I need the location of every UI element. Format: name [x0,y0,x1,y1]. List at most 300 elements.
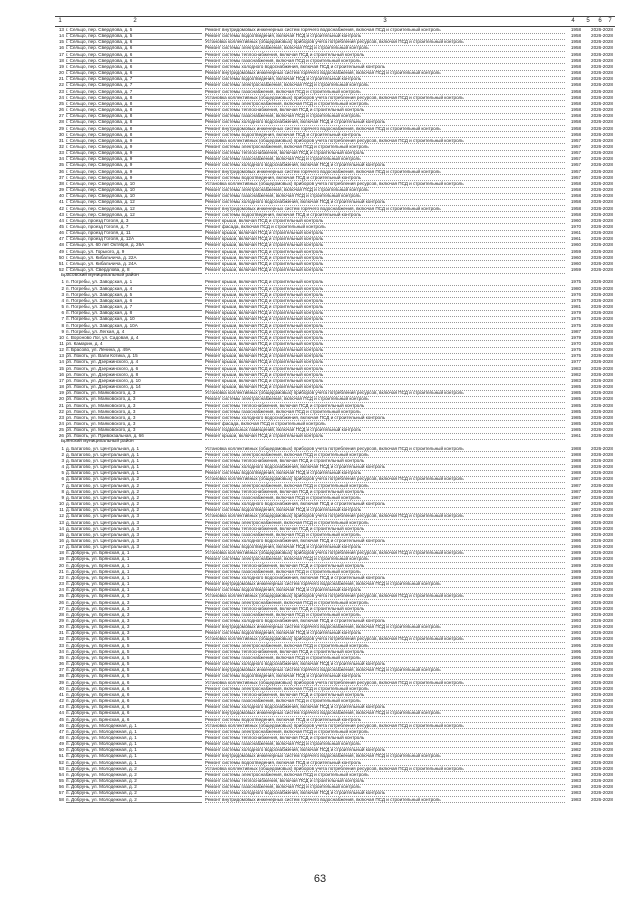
row-work-type: Ремонт крыши, включая ПСД и строительный контроль [205,298,565,305]
row-period: 2026-2028 [591,396,613,402]
row-work-type: Ремонт системы водоотведения, включая ПСД и строительный контроль [205,630,565,637]
row-work-type: Ремонт внутридомовых инженерных систем горячего водоснабжения, включая ПСД и строительный контроль [205,667,565,674]
row-number: 20 [58,70,64,76]
row-work-type: Ремонт крыши, включая ПСД и строительный контроль [205,329,565,336]
row-year: 1983 [570,377,582,383]
row-year: 1986 [570,537,582,543]
row-period: 2026-2028 [591,537,613,543]
row-period: 2026-2028 [591,334,613,340]
row-period: 2026-2028 [591,421,613,426]
row-year: 1989 [570,562,582,568]
row-address: рп. Локоть, ул. Дзержинского, д. 14 [66,384,202,391]
row-work-type: Установка коллективных (общедомовых) приборов учета потребления ресурсов, включая ПСД и строительный контроль [205,446,565,453]
row-number: 6 [61,476,64,482]
row-period: 2026-2028 [591,408,613,414]
row-year: 1993 [570,593,582,599]
row-year: 1958 [570,187,582,193]
row-period: 2026-2028 [591,174,613,180]
row-work-type: Ремонт системы теплоснабжения, включая ПСД и строительный контроль [205,649,565,656]
row-work-type: Ремонт системы водоотведения, включая ПСД и строительный контроль [205,717,565,724]
row-number: 28 [58,119,64,125]
row-address: г. Сельцо, пер. Свердлова, д. 8 [66,95,202,102]
row-address: г. Сельцо, ул. Горького, д. 9 [66,249,202,256]
row-address: г. Сельцо, пер. Свердлова, д. 9 [66,156,202,163]
row-work-type: Ремонт крыши, включая ПСД и строительный контроль [205,335,565,342]
table-row [55,797,615,803]
row-address: д. Батагово, ул. Центральная, д. 2 [66,476,202,483]
row-address: п. Добрунь, ул. Брянская, д. 1 [66,581,202,588]
row-period: 2026-2028 [591,630,613,636]
row-address: рп. Локоть, ул. Маяковского, д. 3 [66,396,202,403]
row-number: 23 [58,581,64,587]
row-work-type: Ремонт системы электроснабжения, включая ПСД и строительный контроль [205,396,565,403]
row-number: 52 [58,759,64,765]
row-number: 56 [58,784,64,790]
row-year: 1960 [570,254,582,260]
page-number: 63 [313,873,327,885]
row-work-type: Ремонт крыши, включая ПСД и строительный контроль [205,310,565,317]
row-year: 1983 [570,765,582,771]
row-address: г. Сельцо, пер. Свердлова, д. 5 [66,33,202,40]
row-number: 52 [58,267,64,273]
row-number: 22 [58,82,64,88]
row-work-type: Установка коллективных (общедомовых) приборов учета потребления ресурсов, включая ПСД и строительный контроль [205,550,565,557]
row-number: 13 [58,27,64,32]
row-year: 1975 [570,347,582,353]
row-number: 3 [61,291,64,297]
row-address: д. Батагово, ул. Центральная, д. 2 [66,489,202,496]
row-number: 1 [61,279,64,285]
row-period: 2026-2028 [591,507,613,513]
row-number: 38 [58,673,64,679]
row-work-type: Ремонт системы теплоснабжения, включая ПСД и строительный контроль [205,606,565,613]
row-address: п. Добрунь, ул. Молодежная, д. 1 [66,723,202,730]
row-work-type: Ремонт системы электроснабжения, включая ПСД и строительный контроль [205,520,565,527]
row-address: г. Сельцо, ул. Свердлова, д. 8 [66,267,202,274]
row-year: 1957 [570,162,582,168]
row-address: п. Добрунь, ул. Брянская, д. 3 [66,624,202,631]
row-work-type: Ремонт крыши, включая ПСД и строительный контроль [205,218,565,225]
row-year: 1982 [570,747,582,753]
row-year: 1975 [570,297,582,303]
row-work-type: Ремонт крыши, включая ПСД и строительный контроль [205,279,565,286]
row-work-type: Ремонт системы теплоснабжения, включая ПСД и строительный контроль [205,778,565,785]
row-period: 2026-2028 [591,113,613,119]
row-year: 1957 [570,137,582,143]
row-address: п. Погребы, ул. Заводская, д. 6 [66,298,202,305]
row-period: 2026-2028 [591,236,613,242]
row-period: 2026-2028 [591,180,613,186]
row-year: 1975 [570,353,582,359]
row-period: 2026-2028 [591,291,613,297]
row-work-type: Ремонт системы газоснабжения, включая ПСД и строительный контроль [205,89,565,96]
row-period: 2026-2028 [591,57,613,63]
section-title: Брасовский муниципальный район [61,273,139,279]
row-number: 42 [58,205,64,211]
row-number: 4 [61,464,64,470]
row-period: 2026-2028 [591,691,613,697]
row-address: п. Добрунь, ул. Брянская, д. 6 [66,717,202,724]
row-number: 45 [58,224,64,229]
row-address: д. Батагово, ул. Центральная, д. 2 [66,495,202,502]
row-address: г. Сельцо, пер. Свердлова, д. 10 [66,193,202,200]
row-year: 1958 [570,39,582,45]
row-period: 2026-2028 [591,710,613,716]
row-number: 16 [58,45,64,51]
row-work-type: Ремонт системы электроснабжения, включая ПСД и строительный контроль [205,45,565,52]
row-period: 2026-2028 [591,427,613,433]
row-work-type: Ремонт системы теплоснабжения, включая ПСД и строительный контроль [205,52,565,59]
row-number: 23 [58,88,64,94]
row-year: 1958 [570,205,582,211]
row-number: 5 [61,304,64,310]
row-work-type: Ремонт системы холодного водоснабжения, включая ПСД и строительный контроль [205,747,565,754]
row-period: 2026-2028 [591,70,613,76]
row-period: 2026-2028 [591,679,613,685]
row-period: 2026-2028 [591,248,613,254]
row-number: 15 [58,39,64,45]
row-year: 1957 [570,168,582,174]
row-address: п. Добрунь, ул. Молодежная, д. 1 [66,735,202,742]
row-work-type: Ремонт внутридомовых инженерных систем горячего водоснабжения, включая ПСД и строительный контроль [205,797,565,804]
row-address: п. Погребы, ул. Легкая, д. 4 [66,329,202,336]
row-address: п. Добрунь, ул. Брянская, д. 1 [66,563,202,570]
row-year: 1982 [570,728,582,734]
row-work-type: Ремонт крыши, включая ПСД и строительный контроль [205,249,565,256]
row-year: 1975 [570,279,582,285]
row-period: 2026-2028 [591,94,613,100]
row-year: 1958 [570,193,582,199]
row-number: 43 [58,704,64,710]
row-number: 46 [58,230,64,236]
row-number: 15 [58,531,64,537]
row-number: 28 [58,611,64,617]
row-work-type: Ремонт внутридомовых инженерных систем горячего водоснабжения, включая ПСД и строительный контроль [205,70,565,77]
row-period: 2026-2028 [591,242,613,248]
row-work-type: Ремонт внутридомовых инженерных систем горячего водоснабжения, включая ПСД и строительный контроль [205,169,565,176]
row-year: 1958 [570,199,582,205]
row-number: 25 [58,593,64,599]
row-number: 47 [58,728,64,734]
row-number: 2 [61,451,64,457]
row-year: 1958 [570,88,582,94]
row-period: 2026-2028 [591,125,613,131]
row-number: 39 [58,679,64,685]
row-address: п. Добрунь, ул. Молодежная, д. 1 [66,753,202,760]
row-period: 2026-2028 [591,390,613,396]
row-work-type: Ремонт системы газоснабжения, включая ПСД и строительный контроль [205,409,565,416]
row-number: 9 [61,494,64,500]
row-period: 2026-2028 [591,698,613,704]
row-year: 1995 [570,661,582,667]
row-period: 2026-2028 [591,224,613,229]
row-period: 2026-2028 [591,359,613,365]
row-year: 1985 [570,408,582,414]
row-number: 32 [58,636,64,642]
row-address: г. Сельцо, пер. Свердлова, д. 6 [66,45,202,52]
row-work-type: Ремонт системы теплоснабжения, включая ПСД и строительный контроль [205,458,565,465]
row-address: д. Батагово, ул. Центральная, д. 1 [66,446,202,453]
row-period: 2026-2028 [591,685,613,691]
row-year: 1961 [570,230,582,236]
row-number: 44 [58,217,64,223]
row-work-type: Ремонт системы холодного водоснабжения, включая ПСД и строительный контроль [205,790,565,797]
row-year: 1993 [570,611,582,617]
row-year: 1977 [570,359,582,365]
row-number: 58 [58,796,64,802]
row-period: 2026-2028 [591,402,613,408]
row-year: 1995 [570,648,582,654]
row-year: 1987 [570,328,582,334]
row-work-type: Ремонт системы газоснабжения, включая ПСД и строительный контроль [205,156,565,163]
row-period: 2026-2028 [591,482,613,488]
row-work-type: Ремонт системы электроснабжения, включая ПСД и строительный контроль [205,772,565,779]
row-period: 2026-2028 [591,316,613,322]
row-address: г. Сельцо, пер. Свердлова, д. 6 [66,70,202,77]
row-number: 17 [58,51,64,57]
row-address: п. Добрунь, ул. Молодежная, д. 1 [66,747,202,754]
row-number: 19 [58,556,64,562]
row-number: 36 [58,168,64,174]
row-period: 2026-2028 [591,377,613,383]
row-year: 1993 [570,618,582,623]
row-period: 2026-2028 [591,451,613,457]
row-number: 50 [58,747,64,753]
row-year: 1986 [570,525,582,531]
row-year: 1985 [570,390,582,396]
row-period: 2026-2028 [591,722,613,728]
row-number: 3 [61,457,64,463]
row-number: 17 [58,377,64,383]
row-year: 1958 [570,131,582,137]
row-address: г. Сельцо, пер. Свердлова, д. 12 [66,199,202,206]
row-address: п. Добрунь, ул. Брянская, д. 5 [66,661,202,668]
row-work-type: Ремонт системы водоотведения, включая ПСД и строительный контроль [205,33,565,40]
row-period: 2026-2028 [591,550,613,556]
row-year: 1958 [570,211,582,217]
row-work-type: Ремонт системы электроснабжения, включая ПСД и строительный контроль [205,101,565,108]
row-work-type: Ремонт внутридомовых инженерных систем горячего водоснабжения, включая ПСД и строительный контроль [205,206,565,213]
row-number: 14 [58,33,64,39]
row-period: 2026-2028 [591,759,613,765]
header-col-2: 2 [133,18,137,24]
row-address: г. Сельцо, пер. Свердлова, д. 9 [66,169,202,176]
row-period: 2026-2028 [591,100,613,106]
row-address: д. Батагово, ул. Центральная, д. 3 [66,532,202,539]
row-number: 14 [58,525,64,531]
row-address: д. Батагово, ул. Центральная, д. 3 [66,544,202,551]
row-work-type: Ремонт внутридомовых инженерных систем горячего водоснабжения, включая ПСД и строительный контроль [205,753,565,760]
row-work-type: Ремонт системы газоснабжения, включая ПСД и строительный контроль [205,113,565,120]
row-number: 12 [58,513,64,519]
row-address: п. Брасово, ул. Ленина, д. 49А [66,347,202,354]
row-address: г. Сельцо, пер. Свердлова, д. 6 [66,64,202,71]
row-period: 2026-2028 [591,747,613,753]
row-period: 2026-2028 [591,82,613,88]
table-body [55,27,615,803]
row-number: 16 [58,371,64,377]
row-number: 21 [58,402,64,408]
row-address: п. Погребы, ул. Заводская, д. 4 [66,286,202,293]
row-number: 46 [58,722,64,728]
row-address: г. Сельцо, пер. Свердлова, д. 8 [66,119,202,126]
row-work-type: Ремонт системы электроснабжения, включая ПСД и строительный контроль [205,600,565,607]
row-year: 1958 [570,113,582,119]
row-work-type: Ремонт крыши, включая ПСД и строительный контроль [205,316,565,323]
row-period: 2026-2028 [591,107,613,113]
row-year: 1982 [570,734,582,740]
row-work-type: Ремонт крыши, включая ПСД и строительный контроль [205,359,565,366]
row-number: 30 [58,624,64,630]
row-year: 1983 [570,796,582,802]
row-year: 1982 [570,759,582,765]
row-address: г. Сельцо, пер. Свердлова, д. 10 [66,187,202,194]
row-number: 36 [58,661,64,667]
row-period: 2026-2028 [591,217,613,223]
row-number: 34 [58,648,64,654]
row-number: 39 [58,187,64,193]
row-work-type: Ремонт крыши, включая ПСД и строительный контроль [205,304,565,311]
row-work-type: Ремонт крыши, включая ПСД и строительный контроль [205,261,565,268]
row-work-type: Ремонт крыши, включая ПСД и строительный контроль [205,366,565,373]
row-number: 27 [58,113,64,119]
row-period: 2026-2028 [591,445,613,451]
row-period: 2026-2028 [591,143,613,149]
row-period: 2026-2028 [591,205,613,211]
row-address: п. Добрунь, ул. Молодежная, д. 1 [66,741,202,748]
row-number: 48 [58,242,64,248]
row-address: п. Добрунь, ул. Брянская, д. 1 [66,587,202,594]
row-address: рп. Локоть, ул. Дзержинского, д. 4 [66,359,202,366]
row-number: 10 [58,501,64,507]
row-number: 47 [58,236,64,242]
row-address: г. Сельцо, пер. Свердлова, д. 8 [66,101,202,108]
row-year: 1985 [570,384,582,390]
header-col-5: 5 [586,18,590,24]
row-address: г. Сельцо, проезд Гоголя, д. 11 [66,230,202,237]
row-number: 51 [58,753,64,759]
row-address: п. Погребы, ул. Заводская, д. 5 [66,292,202,299]
row-period: 2026-2028 [591,574,613,580]
row-period: 2026-2028 [591,63,613,69]
row-period: 2026-2028 [591,648,613,654]
row-address: п. Добрунь, ул. Брянская, д. 6 [66,692,202,699]
row-work-type: Ремонт подвальных помещений, включая ПСД и строительный контроль [205,427,565,434]
row-year: 1983 [570,790,582,796]
row-work-type: Установка коллективных (общедомовых) приборов учета потребления ресурсов, включая ПСД и строительный контроль [205,593,565,600]
row-year: 1986 [570,531,582,537]
row-number: 49 [58,248,64,254]
row-address: п. Добрунь, ул. Брянская, д. 3 [66,618,202,625]
row-number: 24 [58,421,64,426]
row-number: 41 [58,691,64,697]
row-period: 2026-2028 [591,414,613,420]
row-number: 49 [58,741,64,747]
row-work-type: Установка коллективных (общедомовых) приборов учета потребления ресурсов, включая ПСД и строительный контроль [205,138,565,145]
row-address: г. Сельцо, пер. Свердлова, д. 9 [66,175,202,182]
row-year: 1958 [570,76,582,82]
row-year: 1961 [570,433,582,439]
row-address: п. Добрунь, ул. Брянская, д. 3 [66,593,202,600]
row-year: 1989 [570,550,582,556]
row-year: 1983 [570,784,582,790]
row-work-type: Ремонт системы холодного водоснабжения, включая ПСД и строительный контроль [205,575,565,582]
row-work-type: Ремонт системы теплоснабжения, включая ПСД и строительный контроль [205,735,565,742]
header-col-6: 6 [598,18,602,24]
row-work-type: Ремонт системы холодного водоснабжения, включая ПСД и строительный контроль [205,501,565,508]
row-year: 1989 [570,587,582,593]
row-work-type: Ремонт фасада, включая ПСД и строительный контроль [205,421,565,428]
row-number: 40 [58,685,64,691]
row-period: 2026-2028 [591,193,613,199]
row-year: 1986 [570,519,582,525]
row-work-type: Ремонт внутридомовых инженерных систем горячего водоснабжения, включая ПСД и строительный контроль [205,710,565,717]
row-work-type: Ремонт системы водоотведения, включая ПСД и строительный контроль [205,544,565,551]
row-number: 29 [58,125,64,131]
row-address: г. Сельцо, ул. Кибальчича, д. 22А [66,255,202,262]
row-number: 7 [61,482,64,488]
row-work-type: Ремонт системы водоотведения, включая ПСД и строительный контроль [205,470,565,477]
row-address: д. Батагово, ул. Центральная, д. 1 [66,470,202,477]
row-address: г. Сельцо, пер. Свердлова, д. 12 [66,206,202,213]
row-work-type: Ремонт крыши, включая ПСД и строительный контроль [205,255,565,262]
row-year: 1985 [570,421,582,426]
row-work-type: Ремонт системы электроснабжения, включая ПСД и строительный контроль [205,144,565,151]
row-work-type: Ремонт крыши, включая ПСД и строительный контроль [205,292,565,299]
row-work-type: Ремонт системы теплоснабжения, включая ПСД и строительный контроль [205,489,565,496]
row-year: 1958 [570,57,582,63]
row-number: 18 [58,384,64,390]
header-col-4: 4 [571,18,575,24]
row-address: п. Добрунь, ул. Брянская, д. 5 [66,655,202,662]
row-work-type: Ремонт системы холодного водоснабжения, включая ПСД и строительный контроль [205,199,565,206]
row-number: 4 [61,297,64,303]
row-period: 2026-2028 [591,457,613,463]
row-period: 2026-2028 [591,27,613,32]
row-number: 26 [58,599,64,605]
row-year: 1960 [570,242,582,248]
row-period: 2026-2028 [591,513,613,519]
row-number: 42 [58,698,64,704]
row-year: 1959 [570,267,582,273]
row-address: рп. Локоть, ул. Дзержинского, д. 10 [66,378,202,385]
row-number: 16 [58,537,64,543]
row-address: д. Батагово, ул. Центральная, д. 1 [66,464,202,471]
row-number: 7 [61,316,64,322]
row-number: 51 [58,260,64,266]
row-address: п. Добрунь, ул. Брянская, д. 3 [66,600,202,607]
row-year: 1958 [570,70,582,76]
row-address: п. Добрунь, ул. Брянская, д. 3 [66,630,202,637]
row-period: 2026-2028 [591,199,613,205]
row-year: 1970 [570,224,582,229]
row-period: 2026-2028 [591,556,613,562]
row-period: 2026-2028 [591,150,613,156]
row-number: 18 [58,57,64,63]
row-period: 2026-2028 [591,593,613,599]
row-work-type: Установка коллективных (общедомовых) приборов учета потребления ресурсов, включая ПСД и строительный контроль [205,680,565,687]
row-work-type: Ремонт системы водоотведения, включая ПСД и строительный контроль [205,175,565,182]
row-year: 1983 [570,771,582,777]
row-year: 1988 [570,451,582,457]
row-address: п. Добрунь, ул. Молодежная, д. 2 [66,790,202,797]
row-number: 21 [58,76,64,82]
row-number: 1 [61,445,64,451]
row-period: 2026-2028 [591,488,613,494]
row-number: 33 [58,642,64,648]
row-work-type: Ремонт системы холодного водоснабжения, включая ПСД и строительный контроль [205,415,565,422]
row-number: 9 [61,328,64,334]
